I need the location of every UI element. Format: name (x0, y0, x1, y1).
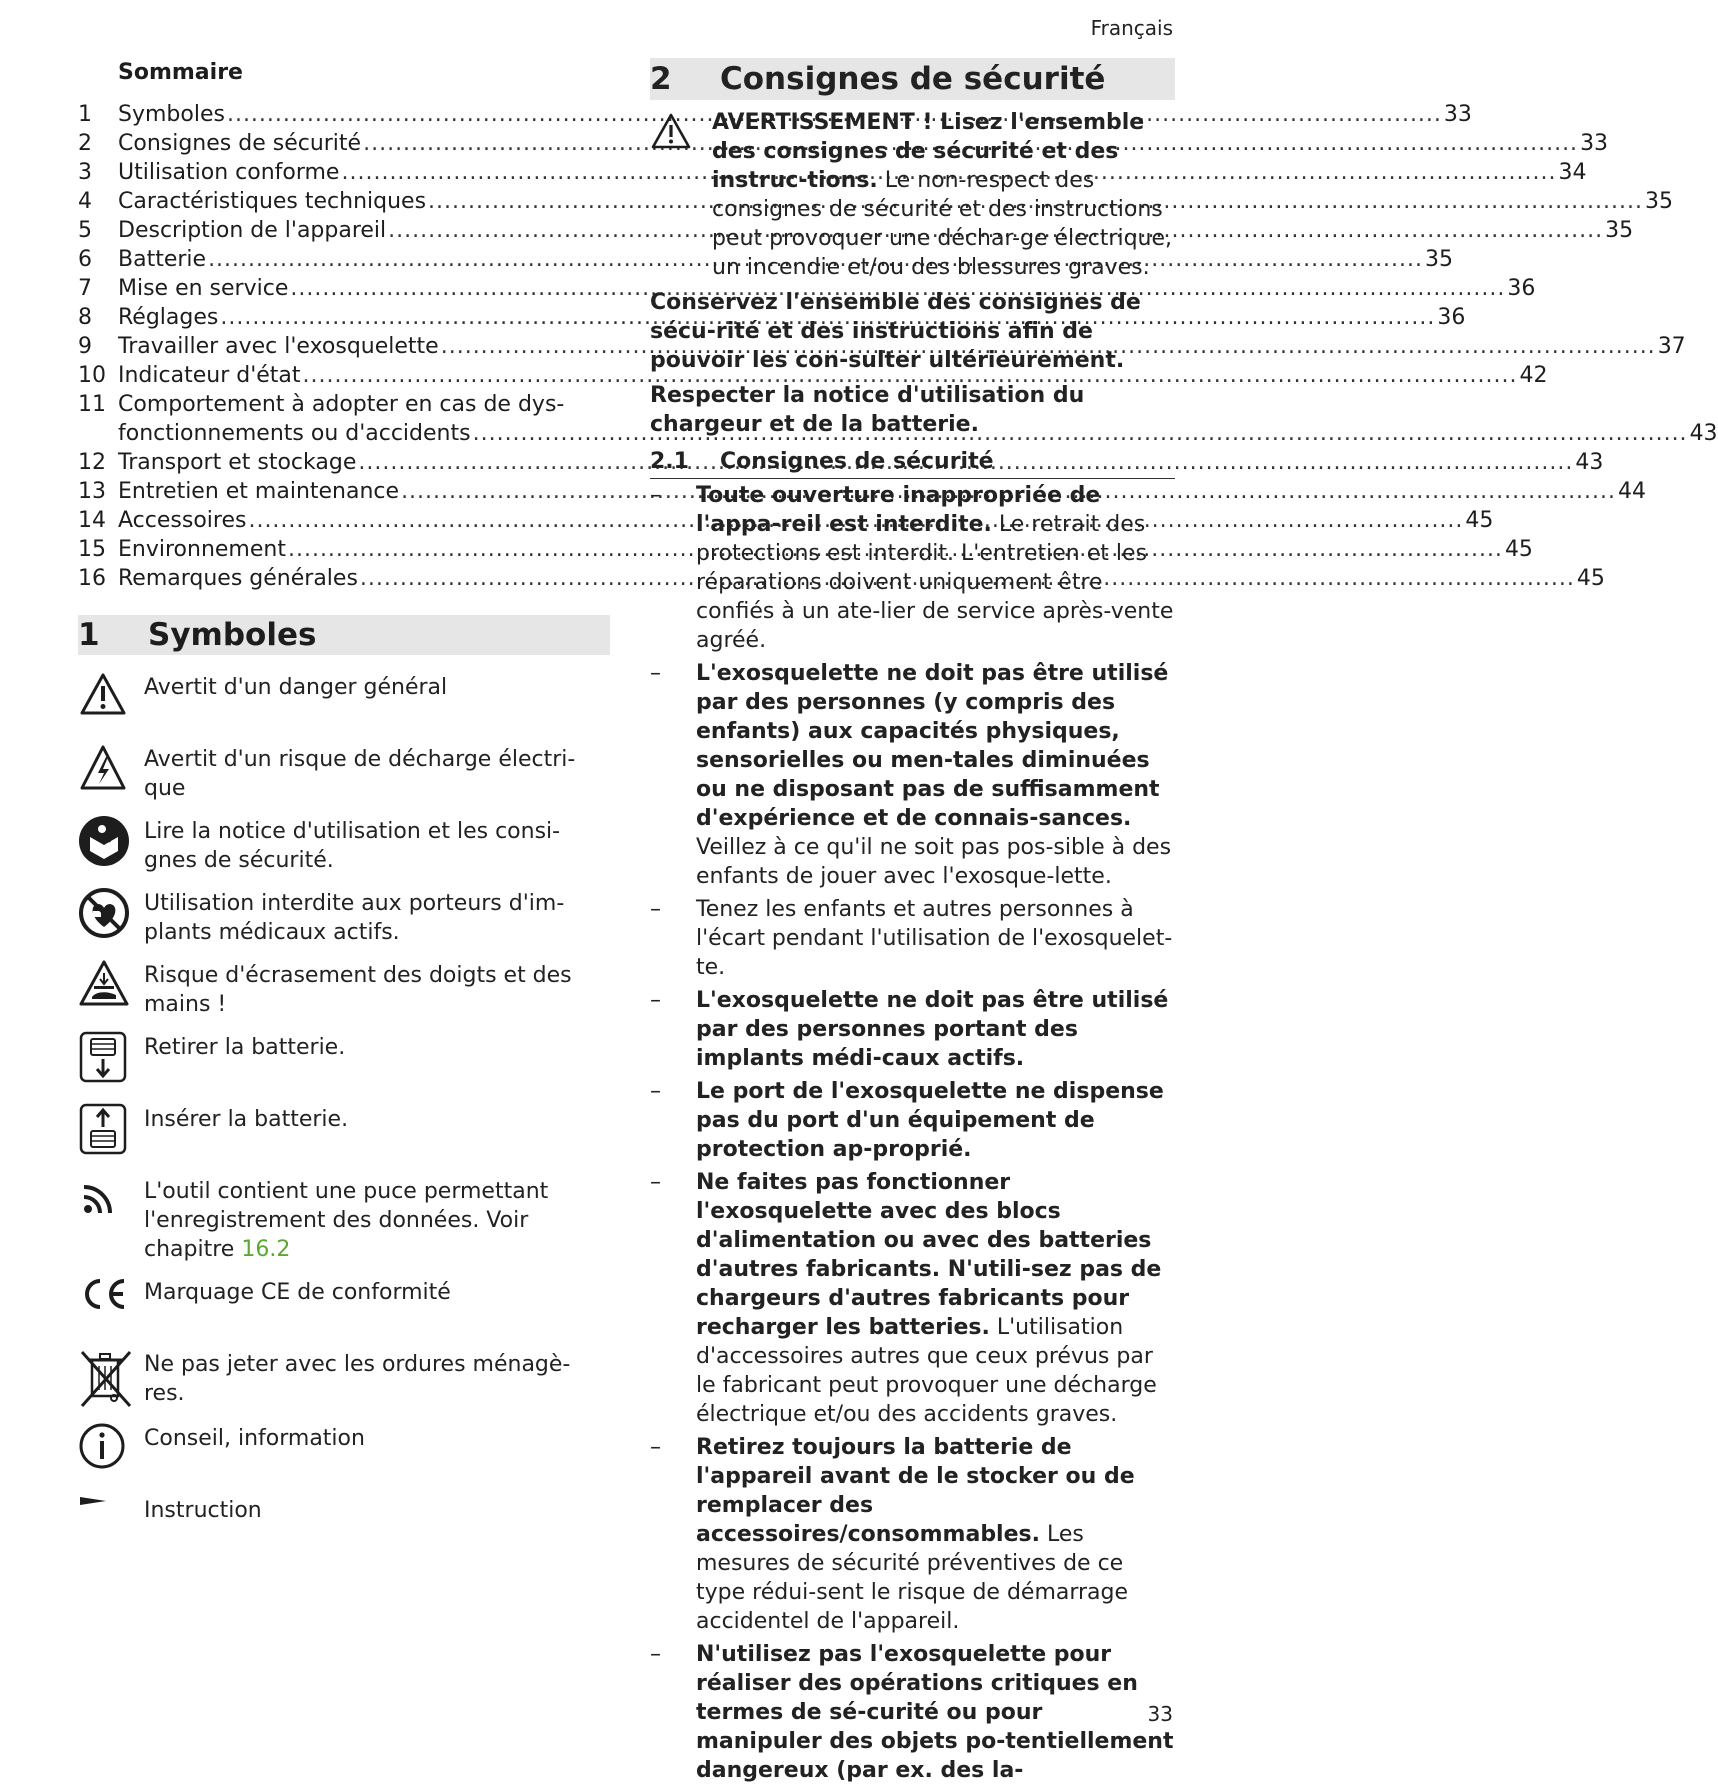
bullet-bold-text: Ne faites pas fonctionner l'exosquelette avec des blocs d'alimentation ou avec des batteries d'autres fabricants. N'utili-sez pas de chargeurs d'autres fabricants pour recharger les batteries. (696, 1170, 1162, 1340)
symbol-row (78, 1175, 610, 1264)
symbol-text: Insérer la batterie. (144, 1107, 349, 1132)
toc-entry-number: 11 (78, 392, 106, 417)
subsection-title: Consignes de sécurité (720, 449, 994, 474)
toc-entry-number: 8 (78, 305, 92, 330)
safety-bullet (650, 1168, 1175, 1429)
symbols-list (78, 671, 610, 1554)
toc-entry-label: Caractéristiques techniques (118, 189, 427, 214)
toc-entry-label: Batterie (118, 247, 207, 272)
toc-entry-page: 37 (1657, 334, 1686, 359)
toc-entry-label: Symboles (118, 102, 225, 127)
warning-bold: AVERTISSEMENT ! Lisez l'ensemble des consignes de sécurité et des instruc-tions. (712, 110, 1145, 193)
symbol-row (78, 1031, 610, 1091)
toc-entry-label: Indicateur d'état (118, 363, 301, 388)
toc-entry-page: 43 (1689, 421, 1718, 446)
symbol-row (78, 671, 610, 731)
toc-entry-page: 35 (1605, 218, 1634, 243)
right-column (650, 58, 1175, 1789)
safety-bullet (650, 895, 1175, 982)
bullet-dash: – (650, 1079, 661, 1104)
section-number: 1 (78, 617, 100, 653)
toc-entry-number: 13 (78, 479, 106, 504)
symbol-text: L'outil contient une puce permettant l'enregistrement des données. Voir chapitre (144, 1179, 549, 1262)
toc-entry[interactable] (78, 129, 1609, 158)
symbol-description (144, 1175, 610, 1264)
symbol-text: Avertit d'un danger général (144, 675, 448, 700)
toc-entry-page: 35 (1425, 247, 1454, 272)
toc-entry-page: 33 (1443, 102, 1472, 127)
symbol-description (144, 887, 610, 947)
toc-entry-label: Transport et stockage (118, 450, 357, 475)
section-title: Symboles (148, 617, 317, 653)
toc-entry-page: 45 (1576, 566, 1605, 591)
symbol-description (144, 671, 447, 702)
bullet-dash: – (650, 1642, 661, 1667)
toc-entry[interactable] (78, 564, 1605, 593)
subsection-2-1-heading (650, 447, 1175, 479)
toc-entry-label: Utilisation conforme (118, 160, 340, 185)
toc-entry[interactable] (78, 245, 1454, 274)
toc-entry-label: Mise en service (118, 276, 289, 301)
bullet-bold-text: Retirez toujours la batterie de l'appareil avant de le stocker ou de remplacer des accessoires/consommables. (696, 1435, 1135, 1547)
toc-entry-page: 43 (1575, 450, 1604, 475)
symbol-description (144, 815, 610, 875)
bullet-bold-text: N'utilisez pas l'exosquelette pour réaliser des opérations critiques en termes de sé-curité ou pour manipuler des objets po-tentiellement dangereux (par ex. des la- (696, 1642, 1174, 1783)
toc-entry-page: 45 (1465, 508, 1494, 533)
toc-entry-label: Remarques générales (118, 566, 358, 591)
symbol-description (144, 1422, 365, 1453)
symbol-text: Risque d'écrasement des doigts et des mains ! (144, 963, 572, 1017)
symbol-row (78, 887, 610, 947)
toc-entry-label: Entretien et maintenance (118, 479, 400, 504)
warning-block (650, 108, 1175, 282)
bullet-dash: – (650, 988, 661, 1013)
symbol-text: Retirer la batterie. (144, 1035, 346, 1060)
toc-entry-number: 5 (78, 218, 92, 243)
bullet-bold-text: L'exosquelette ne doit pas être utilisé par des personnes (y compris des enfants) aux capacités physiques, sensorielles ou men-tales diminuées ou ne disposant pas de suffisamment d'expérience et de connais-sances. (696, 661, 1169, 831)
toc-entry-label: Réglages (118, 305, 219, 330)
bullet-text: L'utilisation d'accessoires autres que ceux prévus par le fabricant peut provoquer une décharge électrique et/ou des accidents graves. (696, 1315, 1157, 1427)
symbol-row (78, 1103, 610, 1163)
symbol-description (144, 959, 610, 1019)
toc-entry-label: fonctionnements ou d'accidents (118, 421, 471, 446)
insert-battery-icon (78, 1103, 144, 1155)
toc-entry-page: 36 (1507, 276, 1536, 301)
toc-entry[interactable] (78, 216, 1634, 245)
warning-body: Le non-respect des consignes de sécurité et des instructions peut provoquer une déchar-ge électrique, un incendie et/ou des blessures graves. (712, 168, 1173, 280)
symbol-row (78, 1348, 610, 1410)
symbol-text: Ne pas jeter avec les ordures ménagè-res. (144, 1352, 571, 1406)
section-number: 2 (650, 60, 672, 97)
toc-entry-label: Environnement (118, 537, 286, 562)
bullet-dash: – (650, 661, 661, 686)
toc-entry-label: Description de l'appareil (118, 218, 387, 243)
symbol-description (144, 743, 610, 803)
symbol-description (144, 1103, 348, 1134)
toc-entry[interactable] (78, 477, 1647, 506)
symbol-text: Conseil, information (144, 1426, 365, 1451)
ce-mark-icon (78, 1276, 144, 1312)
safety-bullet (650, 1640, 1175, 1785)
symbol-text: Marquage CE de conformité (144, 1280, 451, 1305)
language-label: Français (1090, 16, 1173, 40)
symbol-row (78, 1494, 610, 1554)
toc-title: Sommaire (118, 60, 243, 85)
toc-entry-page: 36 (1437, 305, 1466, 330)
toc-entry-page: 44 (1618, 479, 1647, 504)
chapter-link[interactable]: 16.2 (241, 1237, 291, 1262)
bullet-dash: – (650, 1435, 661, 1460)
symbol-description (144, 1276, 451, 1307)
bullet-dash: – (650, 1170, 661, 1195)
bullet-bold-text: Toute ouverture inappropriée de l'appa-reil est interdite. (696, 483, 1101, 537)
toc-entry-label: Consignes de sécurité (118, 131, 362, 156)
safety-bullet (650, 1433, 1175, 1636)
toc-entry-label: Comportement à adopter en cas de dys- (118, 392, 565, 417)
toc-entry[interactable] (78, 100, 1472, 129)
toc-entry-page: 45 (1504, 537, 1533, 562)
toc-entry-number: 16 (78, 566, 106, 591)
warning-triangle-icon (78, 671, 144, 717)
toc-entry-page: 34 (1558, 160, 1587, 185)
warning-triangle-icon (650, 108, 712, 282)
toc-entry[interactable] (78, 158, 1587, 187)
bullet-bold-text: Le port de l'exosquelette ne dispense pas du port d'un équipement de protection ap-proprié. (696, 1079, 1164, 1162)
toc-entry-page: 33 (1580, 131, 1609, 156)
toc-entry-label: Travailler avec l'exosquelette (118, 334, 439, 359)
bullet-bold-text: L'exosquelette ne doit pas être utilisé par des personnes portant des implants médi-caux actifs. (696, 988, 1169, 1071)
toc-entry[interactable] (78, 361, 1548, 390)
toc-entry-number: 1 (78, 102, 92, 127)
toc-entry-label: Accessoires (118, 508, 247, 533)
symbol-description (144, 1348, 610, 1408)
section-1-heading (78, 615, 610, 655)
symbol-description (144, 1494, 262, 1525)
bullet-dash: – (650, 897, 661, 922)
remove-battery-icon (78, 1031, 144, 1083)
symbol-description (144, 1031, 345, 1062)
electric-shock-icon (78, 743, 144, 793)
warning-text (712, 108, 1175, 282)
toc-entry-number: 15 (78, 537, 106, 562)
toc-entry[interactable] (78, 274, 1536, 303)
crossed-bin-icon (78, 1348, 144, 1410)
bullet-text: Le retrait des protections est interdit. L'entretien et les réparations doivent uniquement être confiés à un ate-lier de service après-vente agréé. (696, 512, 1174, 653)
toc-entry[interactable] (78, 535, 1533, 564)
toc-entry-page: 35 (1645, 189, 1674, 214)
toc-entry-page: 42 (1519, 363, 1548, 388)
symbol-row (78, 1422, 610, 1482)
read-manual-icon (78, 815, 144, 867)
bullet-text: Tenez les enfants et autres personnes à l'écart pendant l'utilisation de l'exosquelet-te. (696, 897, 1173, 980)
safety-bullet (650, 986, 1175, 1073)
toc-entry-number: 10 (78, 363, 106, 388)
instruction-arrow-icon (78, 1494, 144, 1508)
section-2-heading (650, 58, 1175, 100)
section-title: Consignes de sécurité (720, 60, 1106, 97)
toc-entry-number: 9 (78, 334, 92, 359)
toc-entry-number: 3 (78, 160, 92, 185)
subsection-number: 2.1 (650, 449, 689, 474)
toc-entry-number: 14 (78, 508, 106, 533)
toc-entry-number: 6 (78, 247, 92, 272)
symbol-row (78, 959, 610, 1019)
toc-entry-number: 7 (78, 276, 92, 301)
toc-entry[interactable] (78, 187, 1674, 216)
toc-entry[interactable] (78, 303, 1466, 332)
symbol-text: Utilisation interdite aux porteurs d'im-plants médicaux actifs. (144, 891, 565, 945)
safety-bullet (650, 659, 1175, 891)
bullet-dash: – (650, 483, 661, 508)
data-chip-icon (78, 1175, 144, 1219)
no-implant-icon (78, 887, 144, 939)
crush-hand-icon (78, 959, 144, 1007)
safety-bullet (650, 1077, 1175, 1164)
toc-entry-number: 2 (78, 131, 92, 156)
symbol-text: Lire la notice d'utilisation et les consi-gnes de sécurité. (144, 819, 561, 873)
symbol-text: Instruction (144, 1498, 262, 1523)
keep-instructions-text: Conservez l'ensemble des consignes de sécu-rité et des instructions afin de pouvoir les con-sulter ultérieurement. (650, 290, 1141, 373)
toc-entry-number: 4 (78, 189, 92, 214)
symbol-row (78, 1276, 610, 1336)
info-icon (78, 1422, 144, 1470)
symbol-row (78, 815, 610, 875)
page-number: 33 (1147, 1702, 1173, 1726)
bullet-text: Les mesures de sécurité préventives de ce type rédui-sent le risque de démarrage accidentel de l'appareil. (696, 1522, 1129, 1634)
bullet-text: Veillez à ce qu'il ne soit pas pos-sible à des enfants de jouer avec l'exosque-lette. (696, 835, 1172, 889)
safety-bullets (650, 481, 1175, 1785)
symbol-text: Avertit d'un risque de décharge électri-que (144, 747, 576, 801)
safety-bullet (650, 481, 1175, 655)
toc-entry-number: 12 (78, 450, 106, 475)
respect-manual-text: Respecter la notice d'utilisation du chargeur et de la batterie. (650, 383, 1085, 437)
toc-entry[interactable] (78, 332, 1686, 361)
symbol-row (78, 743, 610, 803)
